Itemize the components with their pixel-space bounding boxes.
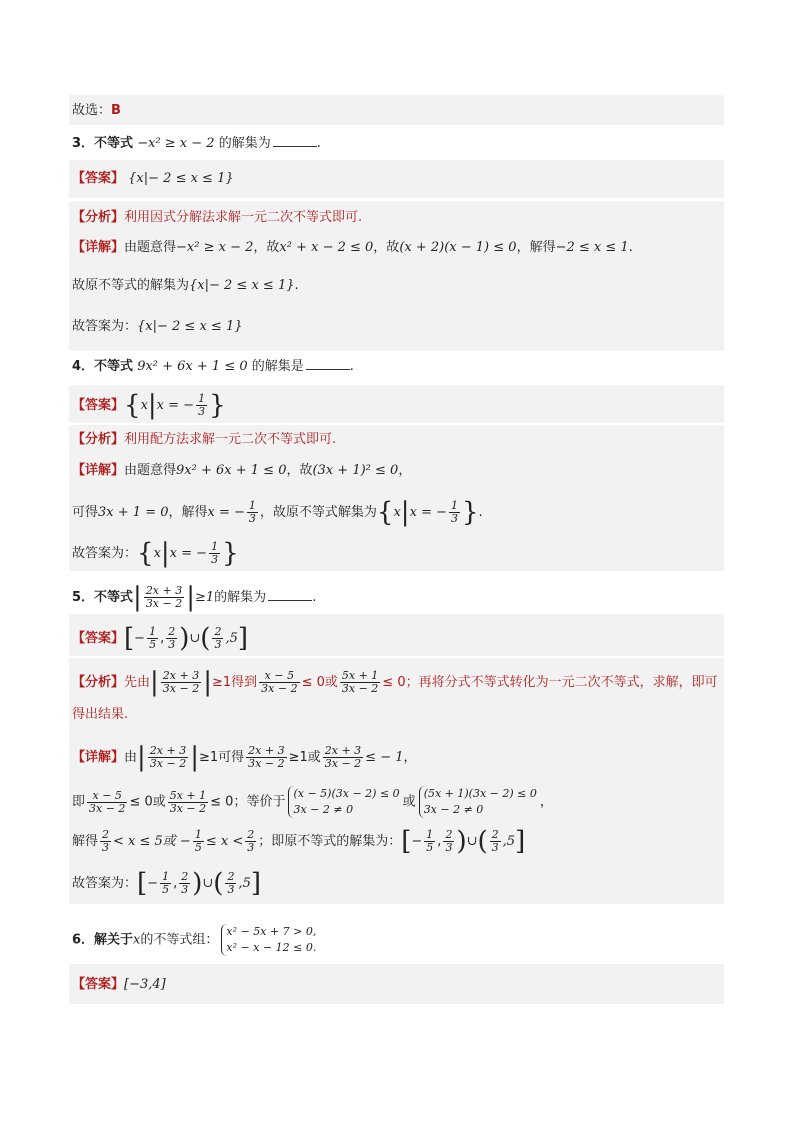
q6-stem-x: x	[133, 932, 141, 948]
q4-detail-math-2: (3x + 1)² ≤ 0	[312, 463, 399, 478]
q4-answer-set-x: x	[140, 398, 148, 413]
q5-final-label: 故答案为：	[72, 876, 138, 891]
q3-detail-text-c: ，故	[373, 240, 400, 255]
q3-stem-math: −x² ≥ x − 2	[137, 136, 215, 151]
q5-equiv-text-e: 或	[402, 794, 416, 810]
q5-detail-math-d: ≤ − 1	[365, 750, 404, 765]
q5-analysis-line2	[72, 706, 128, 724]
q5-equivalent: 即 $\frac{x - 5}{3x - 2}$ ≤ 0或 $\frac{5x + 1}{3x - 2}$ ≤ 0；等价于 (x − 5)(3x − 2) ≤ 0 3x − 2 ≠ 0 或 (5x + 1)(3x − 2) ≤ 0 3x − 2 ≠ 0 ，	[72, 787, 553, 816]
q3-detail-tag: 【详解】	[72, 240, 125, 255]
q3-detail-text-a: 由题意得	[124, 240, 177, 255]
q3-blank	[273, 134, 317, 147]
q4-detail-text-b: ，故	[286, 463, 313, 478]
q3-solution-set	[72, 277, 299, 295]
q5-analysis: 【分析】先由| $\frac{2x + 3}{3x - 2}$ |≥1得到 $\frac{x - 5}{3x - 2}$ ≤ 0或 $\frac{5x + 1}{3x - 2}$ ≤ 0；再将分式不等式转化为一元二次不等式，求解，即可	[72, 667, 718, 698]
q4-solve-line: 可得3x + 1 = 0，解得x = − $\frac{1}{3}$ ，故原不等式解集为{x|x = − $\frac{1}{3}$ }.	[72, 497, 483, 528]
q5-stem-end: .	[312, 590, 317, 605]
q5-analysis-text-a: 先由	[124, 675, 151, 690]
prev-answer-line	[72, 102, 121, 120]
prev-answer-value: B	[111, 103, 121, 118]
q5-analysis-text-f: 得出结果.	[72, 707, 129, 722]
q3-stem-suffix: 的解集为	[218, 136, 271, 151]
q3-final-math: {x|− 2 ≤ x ≤ 1}	[137, 319, 243, 334]
q6-stem-prefix: 6．解关于	[72, 932, 134, 948]
q5-stem-ge: ≥1	[195, 590, 215, 605]
q5-stem: 5．不等式| $\frac{2x + 3}{3x - 2}$ |≥1的解集为 .	[72, 582, 317, 613]
q4-solve-math-2: x = −	[207, 505, 245, 520]
q4-detail-text-c: ，	[398, 463, 412, 478]
q4-stem-math: 9x² + 6x + 1 ≤ 0	[137, 359, 248, 374]
q3-solution-math: {x|− 2 ≤ x ≤ 1}	[189, 278, 295, 293]
q4-solve-math-1: 3x + 1 = 0	[98, 505, 169, 520]
q5-analysis-text-e: ；再将分式不等式转化为一元二次不等式，求解，即可	[405, 675, 718, 690]
q4-stem	[72, 357, 354, 376]
q5-analysis-text-c: ≤ 0或	[301, 675, 338, 690]
q5-analysis-tag: 【分析】	[72, 675, 125, 690]
q4-stem-suffix: 的解集是	[251, 359, 304, 374]
q5-detail: 【详解】由| $\frac{2x + 3}{3x - 2}$ |≥1可得 $\frac{2x + 3}{3x - 2}$ ≥1或 $\frac{2x + 3}{3x - 2}$ ≤ − 1，	[72, 742, 417, 773]
q3-detail	[72, 239, 633, 257]
q5-solution-text-b: ；即原不等式的解集为：	[258, 834, 402, 849]
prev-answer-label: 故选：	[72, 103, 112, 118]
q3-analysis-tag: 【分析】	[72, 210, 125, 225]
q4-final-answer: 故答案为：{x|x = − $\frac{1}{3}$ }	[72, 538, 239, 569]
q4-final-label: 故答案为：	[72, 546, 138, 561]
q5-answer-tag: 【答案】	[72, 631, 125, 646]
q5-stem-frac: $\frac{2x + 3}{3x - 2}$	[145, 584, 183, 610]
q6-answer-math: [−3,4]	[124, 977, 166, 992]
q4-analysis-tag: 【分析】	[72, 432, 125, 447]
q3-stem	[72, 134, 321, 153]
q5-detail-text-a: 由	[124, 750, 138, 765]
q5-blank	[268, 588, 312, 601]
q5-system-2: (5x + 1)(3x − 2) ≤ 0 3x − 2 ≠ 0	[419, 786, 537, 818]
q3-detail-text-d: ，解得	[516, 240, 556, 255]
q5-solution-math-1: < x ≤ 5或 −	[113, 834, 191, 849]
q5-detail-tag: 【详解】	[72, 750, 125, 765]
q4-solve-text-b: ，解得	[168, 505, 208, 520]
q6-system: x² − 5x + 7 > 0, x² − x − 12 ≤ 0.	[221, 924, 316, 956]
q5-solution: 解得 $\frac{2}{3}$ < x ≤ 5或 − $\frac{1}{5}$ ≤ x < $\frac{2}{3}$ ；即原不等式的解集为：[− $\frac{1}{5}$ , $\frac{2}{3}$ )∪( $\frac{2}{3}$ ,5]	[72, 826, 526, 857]
q4-detail-text-a: 由题意得	[124, 463, 177, 478]
q5-answer: 【答案】[− $\frac{1}{5}$ , $\frac{2}{3}$ )∪( $\frac{2}{3}$ ,5]	[72, 623, 248, 654]
q5-equiv-text-b: ≤ 0或	[129, 794, 166, 810]
q6-answer-box	[69, 964, 724, 1004]
q3-stem-end: .	[316, 136, 321, 151]
q5-answer-five: ,5	[225, 631, 238, 646]
q3-detail-text-b: ，故	[253, 240, 280, 255]
q6-stem-suffix: 的不等式组：	[140, 932, 219, 948]
q5-analysis-text-d: ≤ 0	[382, 675, 406, 690]
q6-answer	[72, 976, 166, 994]
q5-solution-math-2: ≤ x <	[205, 834, 244, 849]
q5-stem-prefix: 5．不等式	[72, 590, 134, 605]
q4-solve-text-c: ，故原不等式解集为	[259, 505, 377, 520]
q4-blank	[306, 357, 350, 370]
q5-final-answer: 故答案为：[− $\frac{1}{5}$ , $\frac{2}{3}$ )∪( $\frac{2}{3}$ ,5]	[72, 868, 261, 899]
q4-detail	[72, 462, 411, 480]
q4-answer-tag: 【答案】	[72, 398, 125, 413]
q3-detail-text-e: .	[628, 240, 633, 255]
q5-equiv-text-c: ≤ 0	[210, 794, 234, 810]
q3-detail-math-4: −2 ≤ x ≤ 1	[555, 240, 629, 255]
q3-detail-math-2: x² + x − 2 ≤ 0	[279, 240, 374, 255]
q6-answer-tag: 【答案】	[72, 977, 125, 992]
q4-answer-set-eq: x = −	[156, 398, 195, 413]
q4-analysis	[72, 431, 336, 449]
q5-system-1: (x − 5)(3x − 2) ≤ 0 3x − 2 ≠ 0	[288, 786, 399, 818]
q3-analysis	[72, 209, 362, 227]
q4-solve-end: .	[478, 505, 483, 520]
q4-stem-prefix: 4．不等式	[72, 359, 134, 374]
answer-box-b	[69, 95, 724, 125]
q4-answer-frac: $\frac{1}{3}$	[198, 392, 206, 418]
q3-final-answer	[72, 318, 242, 336]
q5-equiv-text-f: ，	[539, 794, 553, 810]
q3-analysis-text: 利用因式分解法求解一元二次不等式即可.	[124, 210, 363, 225]
q4-answer: 【答案】{x|x = − $\frac{1}{3}$ }	[72, 390, 226, 421]
q6-stem	[72, 924, 319, 956]
q5-analysis-text-b: ≥1得到	[211, 675, 258, 690]
q4-solve-frac: $\frac{1}{3}$	[248, 499, 256, 525]
q5-answer-minus: −	[134, 631, 146, 646]
q5-stem-suffix: 的解集为	[214, 590, 267, 605]
q4-detail-tag: 【详解】	[72, 463, 125, 478]
q5-detail-text-b: ≥1可得	[198, 750, 245, 765]
q4-analysis-text: 利用配方法求解一元二次不等式即可.	[124, 432, 337, 447]
q3-solution-text: 故原不等式的解集为	[72, 278, 190, 293]
q4-stem-end: .	[349, 359, 354, 374]
q5-equiv-text-d: ；等价于	[233, 794, 286, 810]
q4-solve-text-a: 可得	[72, 505, 99, 520]
q3-detail-math-1: −x² ≥ x − 2	[176, 240, 254, 255]
q5-equiv-text-a: 即	[72, 794, 86, 810]
q3-answer-tag: 【答案】	[72, 171, 125, 186]
q5-detail-text-e: ，	[403, 750, 417, 765]
q3-answer-math: {x|− 2 ≤ x ≤ 1}	[128, 171, 234, 186]
q4-detail-math-1: 9x² + 6x + 1 ≤ 0	[176, 463, 287, 478]
q3-answer	[72, 170, 234, 188]
q3-detail-math-3: (x + 2)(x − 1) ≤ 0	[399, 240, 517, 255]
q3-solution-end: .	[294, 278, 299, 293]
q5-solution-text-a: 解得	[72, 834, 99, 849]
q5-detail-text-c: ≥1或	[288, 750, 321, 765]
q5-answer-union: ∪	[189, 631, 201, 646]
q3-final-label: 故答案为：	[72, 319, 138, 334]
q3-stem-prefix: 3．不等式	[72, 136, 134, 151]
